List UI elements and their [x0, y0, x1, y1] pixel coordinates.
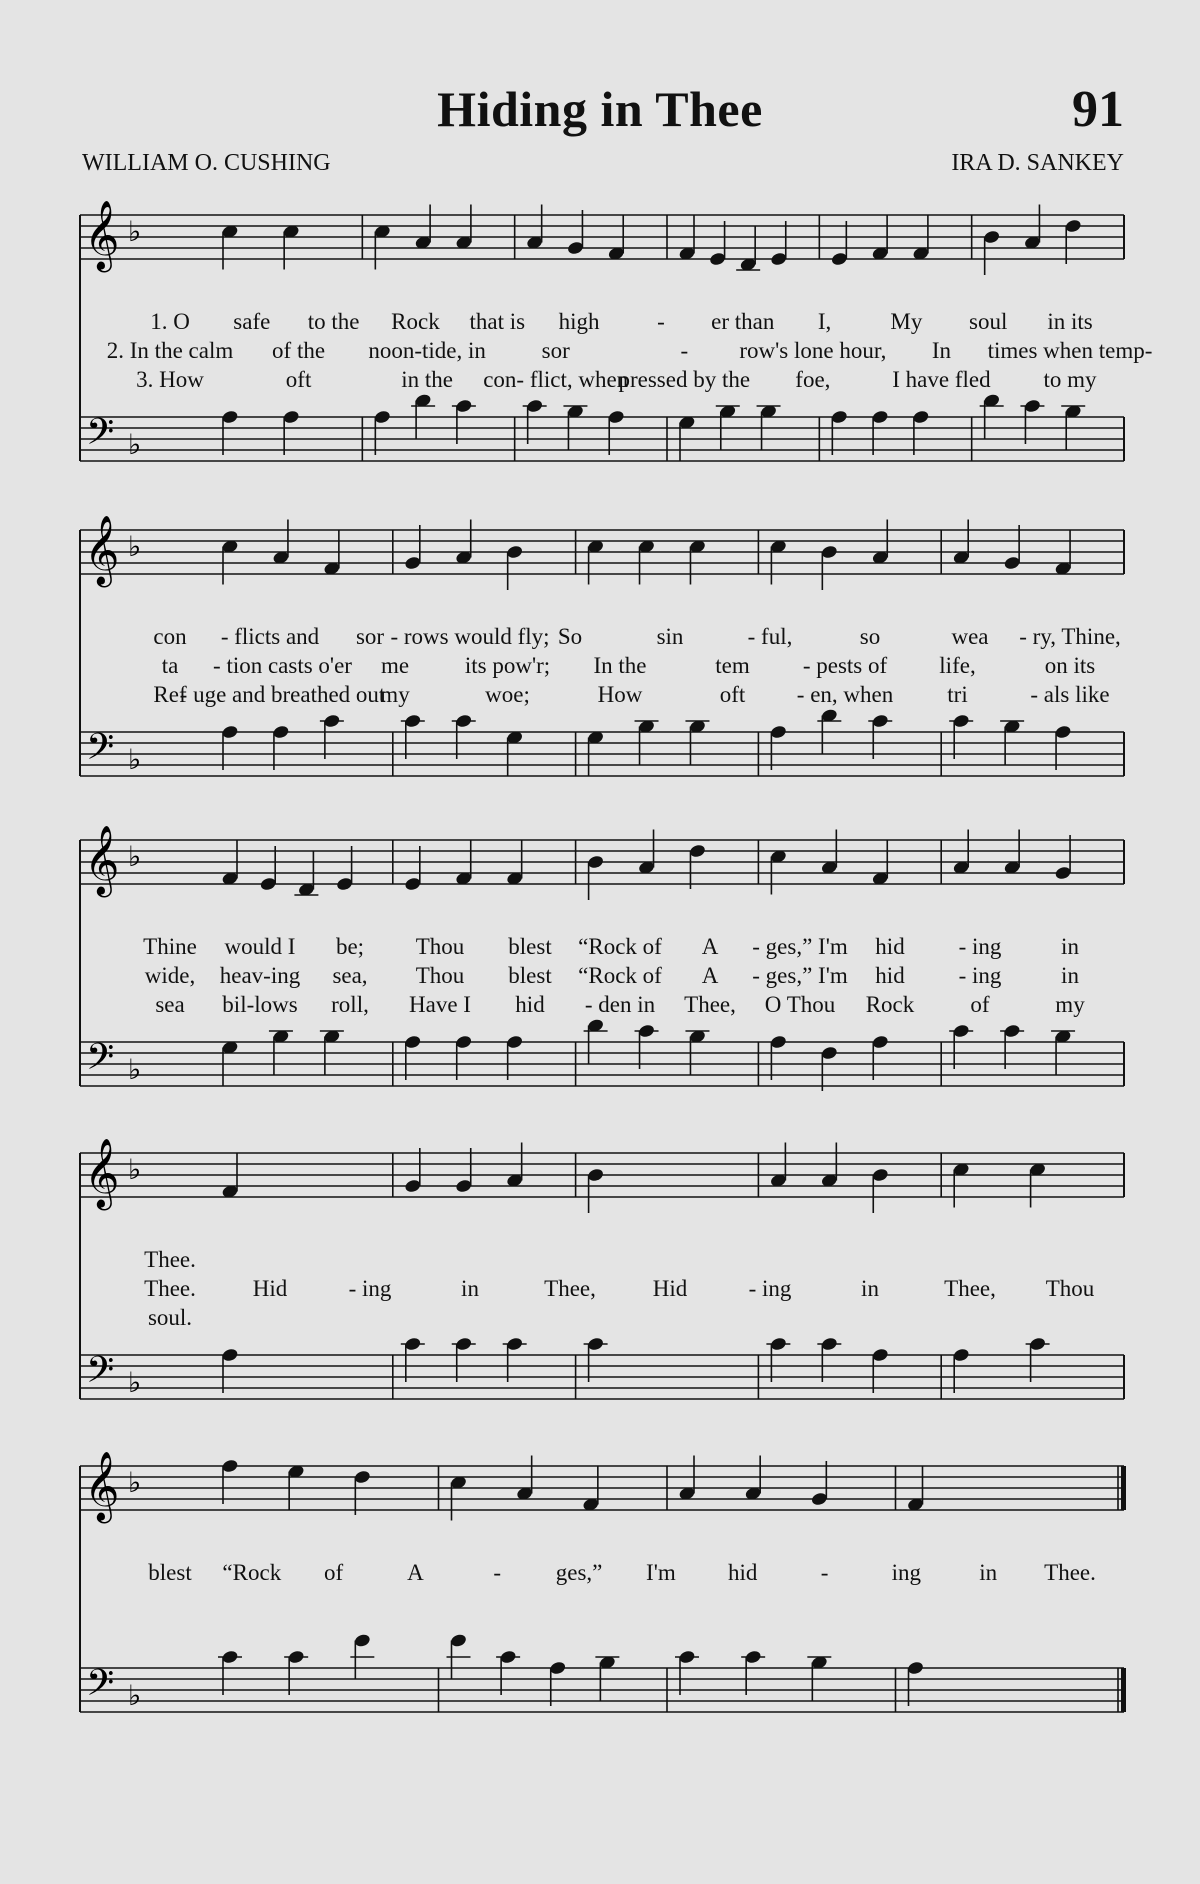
lyric-syllable: I have fled — [892, 367, 991, 392]
lyric-syllable: Thee. — [144, 1247, 196, 1272]
lyric-syllable: - ges,” I'm — [752, 934, 848, 959]
lyric-syllable: in — [1061, 963, 1079, 988]
lyric-syllable: - ing — [958, 963, 1002, 988]
lyric-syllable: pressed by the — [618, 367, 751, 392]
lyric-syllable: - ges,” I'm — [752, 963, 848, 988]
lyric-syllable: - pests of — [802, 653, 888, 678]
lyric-syllable: 1. O — [150, 309, 190, 334]
lyric-syllable: ing — [891, 1560, 922, 1585]
lyric-line — [80, 624, 1124, 652]
lyric-syllable: O Thou — [764, 992, 836, 1017]
lyric-syllable: Thou — [415, 934, 465, 959]
lyric-line — [80, 1305, 1124, 1333]
lyric-syllable: of — [970, 992, 990, 1017]
lyric-line — [80, 934, 1124, 962]
lyric-syllable: that is — [469, 309, 526, 334]
lyric-syllable: foe, — [795, 367, 831, 392]
flat-icon: ♭ — [128, 842, 142, 873]
flat-icon: ♭ — [128, 745, 142, 776]
lyric-syllable: in the — [401, 367, 454, 392]
lyricist-credit: WILLIAM O. CUSHING — [82, 150, 331, 176]
lyric-syllable: In the — [593, 653, 647, 678]
flat-icon: ♭ — [128, 1368, 142, 1399]
lyric-syllable: in — [1061, 934, 1079, 959]
lyric-syllable: times when temp- — [987, 338, 1153, 363]
lyric-line — [80, 1560, 1124, 1588]
lyric-syllable: Ref — [153, 682, 187, 707]
lyric-syllable: oft — [285, 367, 312, 392]
lyric-syllable: in — [861, 1276, 879, 1301]
lyric-syllable: in — [979, 1560, 998, 1585]
lyric-syllable: In — [931, 338, 952, 363]
flat-icon: ♭ — [128, 1681, 142, 1712]
lyric-syllable: would I — [224, 934, 296, 959]
flat-icon: ♭ — [128, 430, 142, 461]
flat-icon: ♭ — [128, 532, 142, 563]
lyric-syllable: of the — [272, 338, 326, 363]
lyric-syllable: blest — [148, 1560, 192, 1585]
lyric-line — [80, 682, 1124, 710]
lyric-syllable: Thou — [415, 963, 465, 988]
lyric-syllable: hid — [875, 963, 905, 988]
lyric-syllable: Hid — [652, 1276, 688, 1301]
lyric-syllable: - en, when — [796, 682, 894, 707]
lyric-syllable: be; — [335, 934, 365, 959]
lyric-syllable: in — [461, 1276, 479, 1301]
treble-clef-icon: 𝄞 — [84, 825, 120, 895]
lyric-syllable: - — [493, 1560, 502, 1585]
lyric-syllable: “Rock — [222, 1560, 282, 1585]
lyric-line — [80, 963, 1124, 991]
lyric-syllable: A — [407, 1560, 424, 1585]
lyric-line — [80, 653, 1124, 681]
treble-clef-icon: 𝄞 — [84, 1138, 120, 1208]
lyric-syllable: “Rock of — [578, 963, 662, 988]
lyric-syllable: Thee, — [544, 1276, 596, 1301]
lyric-syllable: Thee, — [944, 1276, 996, 1301]
lyric-syllable: 2. In the calm — [106, 338, 234, 363]
lyric-syllable: Thee. — [144, 1276, 196, 1301]
lyric-syllable: sea — [155, 992, 185, 1017]
lyric-syllable: - tion casts o'er — [213, 653, 352, 678]
lyric-syllable: I'm — [646, 1560, 676, 1585]
lyric-syllable: Hid — [252, 1276, 288, 1301]
lyric-syllable: - als like — [1030, 682, 1110, 707]
lyric-syllable: hid — [515, 992, 545, 1017]
lyric-syllable: My — [890, 309, 923, 334]
lyric-syllable: 3. How — [136, 367, 204, 392]
lyric-syllable: in its — [1047, 309, 1093, 334]
lyric-syllable: blest — [508, 934, 552, 959]
lyric-syllable: blest — [508, 963, 552, 988]
lyric-syllable: safe — [233, 309, 271, 334]
lyric-syllable: soul. — [147, 1305, 193, 1330]
lyric-syllable: life, — [939, 653, 976, 678]
lyric-syllable: - ry, Thine, — [1019, 624, 1121, 649]
lyric-syllable: Have I — [409, 992, 471, 1017]
lyric-syllable: of — [324, 1560, 344, 1585]
lyric-syllable: wide, — [144, 963, 196, 988]
lyric-syllable: oft — [719, 682, 746, 707]
treble-clef-icon: 𝄞 — [84, 1451, 120, 1521]
lyric-syllable: Rock — [391, 309, 440, 334]
lyric-syllable: con — [153, 624, 187, 649]
treble-clef-icon: 𝄞 — [84, 200, 120, 270]
bass-clef-icon: 𝄢 — [86, 411, 115, 462]
lyric-syllable: - den in — [584, 992, 656, 1017]
flat-icon: ♭ — [128, 217, 142, 248]
lyric-syllable: er than — [711, 309, 775, 334]
lyric-syllable: Rock — [865, 992, 915, 1017]
lyric-syllable: con- flict, when — [483, 367, 629, 392]
lyric-syllable: hid — [728, 1560, 758, 1585]
lyric-syllable: bil-lows — [222, 992, 298, 1017]
lyric-line — [80, 1276, 1124, 1304]
lyric-syllable: tri — [947, 682, 968, 707]
lyric-syllable: to my — [1043, 367, 1097, 392]
bass-clef-icon: 𝄢 — [86, 726, 115, 777]
lyric-syllable: my — [1055, 992, 1085, 1017]
lyric-syllable: A — [701, 963, 719, 988]
staff-notation — [80, 1451, 1124, 1726]
lyric-syllable: How — [597, 682, 643, 707]
lyric-syllable: my — [380, 682, 410, 707]
lyric-syllable: - ing — [348, 1276, 392, 1301]
lyric-syllable: Thou — [1045, 1276, 1095, 1301]
lyric-syllable: me — [380, 653, 410, 678]
hymn-number: 91 — [1072, 81, 1124, 138]
lyric-syllable: - ful, — [747, 624, 793, 649]
lyric-syllable: - ing — [958, 934, 1002, 959]
lyric-line — [80, 992, 1124, 1020]
lyric-syllable: so — [859, 624, 881, 649]
lyric-line — [80, 338, 1153, 366]
lyric-syllable: - — [657, 309, 665, 334]
lyric-syllable: hid — [875, 934, 905, 959]
bass-clef-icon: 𝄢 — [86, 1662, 115, 1713]
bass-clef-icon: 𝄢 — [86, 1036, 115, 1087]
lyric-syllable: - rows would fly; — [390, 624, 550, 649]
lyric-syllable: I, — [817, 309, 832, 334]
lyric-syllable: “Rock of — [578, 934, 662, 959]
lyric-syllable: sea, — [332, 963, 368, 988]
lyric-syllable: - — [680, 338, 689, 363]
lyric-syllable: Thine — [143, 934, 197, 959]
hymn-title: Hiding in Thee — [437, 81, 763, 137]
lyric-line — [80, 1247, 1124, 1275]
lyric-syllable: soul — [969, 309, 1008, 334]
lyric-syllable: row's lone hour, — [739, 338, 887, 363]
lyric-syllable: ges,” — [555, 1560, 603, 1585]
lyric-syllable: So — [557, 624, 583, 649]
lyric-syllable: sor — [541, 338, 570, 363]
lyric-syllable: - ing — [748, 1276, 792, 1301]
lyric-line — [80, 367, 1124, 395]
lyric-syllable: Thee, — [684, 992, 736, 1017]
lyric-line — [80, 309, 1124, 337]
lyric-syllable: - flicts and — [220, 624, 320, 649]
lyric-syllable: tem — [715, 653, 750, 678]
lyric-syllable: - uge and breathed out — [179, 682, 386, 707]
flat-icon: ♭ — [128, 1055, 142, 1086]
lyric-syllable: high — [558, 309, 600, 334]
lyric-syllable: its pow'r; — [464, 653, 551, 678]
lyric-syllable: Thee. — [1044, 1560, 1096, 1585]
lyric-syllable: sor — [355, 624, 385, 649]
treble-clef-icon: 𝄞 — [84, 515, 120, 585]
lyric-syllable: wea — [951, 624, 989, 649]
lyric-syllable: noon-tide, in — [368, 338, 486, 363]
flat-icon: ♭ — [128, 1468, 142, 1499]
lyric-syllable: woe; — [485, 682, 530, 707]
lyric-syllable: on its — [1044, 653, 1096, 678]
lyric-syllable: A — [701, 934, 719, 959]
bass-clef-icon: 𝄢 — [86, 1349, 115, 1400]
lyric-syllable: roll, — [331, 992, 369, 1017]
lyric-syllable: - — [820, 1560, 829, 1585]
lyric-syllable: ta — [161, 653, 179, 678]
lyric-syllable: to the — [307, 309, 360, 334]
flat-icon: ♭ — [128, 1155, 142, 1186]
lyric-syllable: heav-ing — [219, 963, 301, 988]
lyric-syllable: sin — [656, 624, 684, 649]
composer-credit: IRA D. SANKEY — [951, 150, 1124, 176]
